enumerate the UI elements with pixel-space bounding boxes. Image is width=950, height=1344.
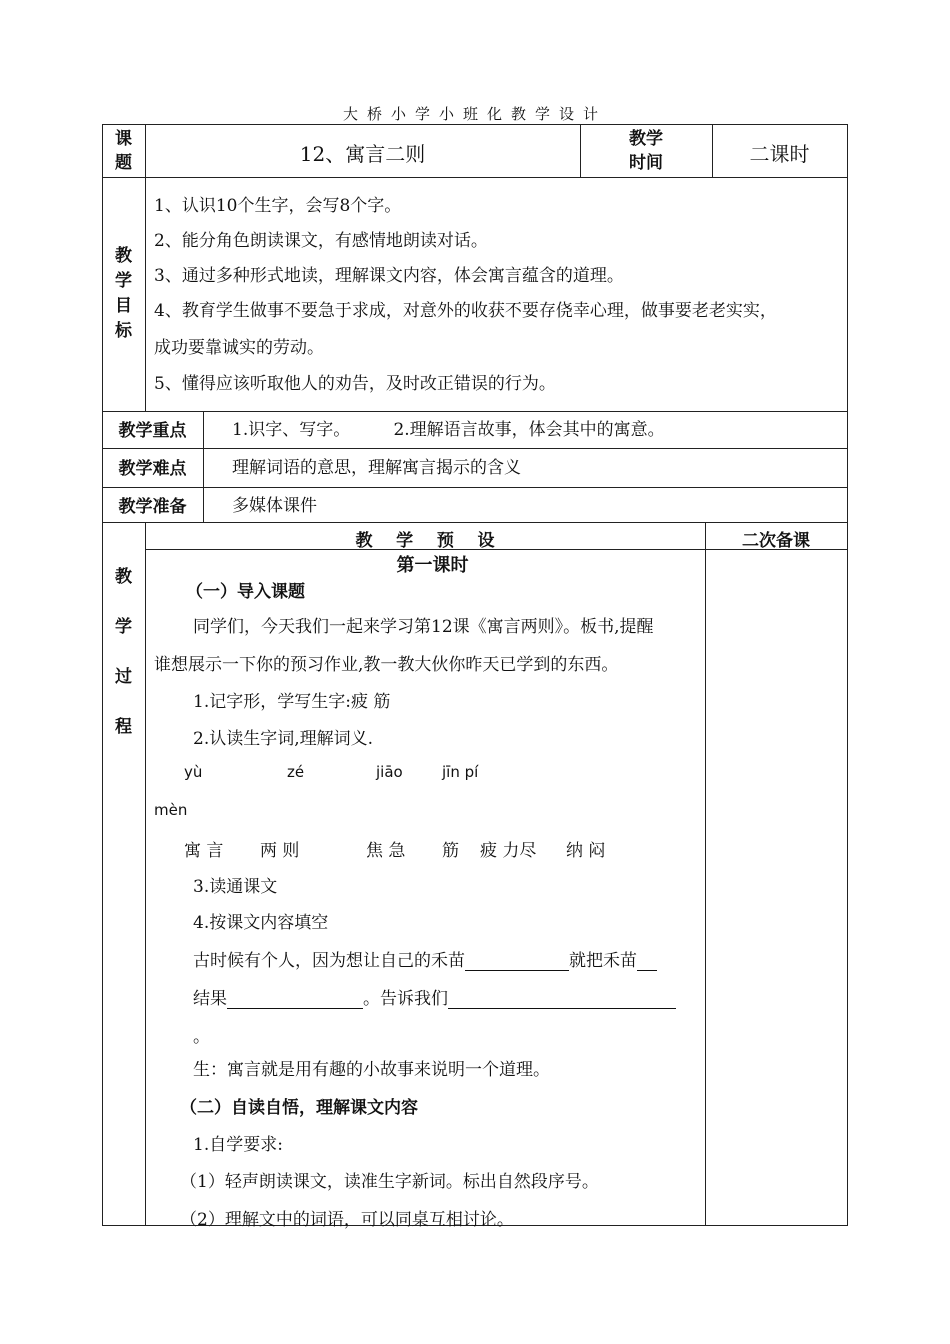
intro-text: 同学们，今天我们一起来学习第12课《寓言两则》。板书,提醒 — [193, 617, 654, 637]
plan-header: 教 学 预 设 — [355, 531, 495, 551]
document-title: 大桥小学小班化教学设计 — [342, 105, 607, 123]
pinyin: yù — [184, 763, 203, 781]
answer-blank — [465, 953, 569, 971]
process-label: 教 学 过 程 — [115, 567, 132, 737]
vocab-word: 纳 闷 — [566, 841, 606, 861]
vocab-word: 疲 力尽 — [480, 841, 537, 861]
vocab-word: 两 则 — [260, 841, 300, 861]
subject-value: 12、寓言二则 — [299, 142, 426, 166]
step-text: 3.读通课文 — [193, 877, 278, 897]
col-divider-second-prep — [705, 522, 706, 1226]
lesson-title: 第一课时 — [396, 555, 469, 576]
goal-item: 3、通过多种形式地读，理解课文内容，体会寓言蕴含的道理。 — [154, 266, 624, 286]
time-label: 教学 时间 — [629, 129, 663, 173]
subject-label: 课 题 — [115, 129, 132, 173]
section-heading: （二）自读自悟，理解课文内容 — [180, 1098, 418, 1118]
vocab-word: 筋 — [442, 841, 459, 861]
row-divider-preparation — [102, 487, 848, 488]
fill-in-end: 。 — [193, 1027, 210, 1047]
requirement-item: （2）理解文中的词语，可以同桌互相讨论。 — [180, 1210, 514, 1230]
step-text: 4.按课文内容填空 — [193, 913, 329, 933]
section-heading: （一）导入课题 — [186, 582, 305, 602]
vocab-word: 焦 急 — [366, 841, 406, 861]
row-divider-keypoints — [102, 411, 848, 412]
fill-in-line: 古时候有个人，因为想让自己的禾苗 就把禾苗 — [193, 946, 657, 971]
answer-blank — [227, 991, 363, 1009]
preparation-label: 教学准备 — [118, 497, 187, 517]
goal-item: 5、懂得应该听取他人的劝告，及时改正错误的行为。 — [154, 374, 556, 394]
pinyin: mèn — [154, 801, 188, 819]
row-divider-plan — [102, 522, 848, 523]
goal-item: 1、认识10个生字，会写8个字。 — [154, 196, 402, 216]
intro-text: 谁想展示一下你的预习作业,教一教大伙你昨天已学到的东西。 — [154, 655, 619, 675]
step-text: 1.记字形，学写生字:疲 筋 — [193, 692, 391, 712]
fill-in-line: 结果 。告诉我们 — [193, 984, 676, 1009]
preparation-value: 多媒体课件 — [232, 496, 317, 516]
time-value: 二课时 — [749, 142, 810, 166]
goal-item: 2、能分角色朗读课文，有感情地朗读对话。 — [154, 231, 488, 251]
pinyin: zé — [287, 763, 305, 781]
key-points-value: 1.识字、写字。 2.理解语言故事，体会其中的寓意。 — [232, 420, 665, 440]
requirement-title: 1.自学要求: — [193, 1135, 283, 1155]
table-border-top — [102, 124, 848, 125]
col-divider-mid-rows — [203, 411, 204, 523]
goal-item: 4、教育学生做事不要急于求成，对意外的收获不要存侥幸心理，做事要老老实实， — [154, 301, 777, 321]
answer-blank — [637, 953, 657, 971]
table-border-right — [847, 124, 848, 1226]
second-prep-header: 二次备课 — [742, 531, 810, 551]
requirement-item: （1）轻声朗读课文，读准生字新词。标出自然段序号。 — [180, 1172, 599, 1192]
goal-item: 成功要靠诚实的劳动。 — [154, 338, 324, 358]
pinyin: jiāo — [376, 763, 403, 781]
key-points-label: 教学重点 — [118, 421, 187, 441]
row-divider-goals — [102, 177, 848, 178]
step-text: 2.认读生字词,理解词义. — [193, 729, 374, 749]
pinyin: jīn pí — [442, 763, 479, 781]
student-answer: 生：寓言就是用有趣的小故事来说明一个道理。 — [193, 1060, 550, 1080]
difficulty-label: 教学难点 — [118, 459, 187, 479]
vocab-word: 寓 言 — [184, 841, 224, 861]
goals-label: 教 学 目 标 — [115, 246, 132, 341]
row-divider-difficulty — [102, 448, 848, 449]
col-divider-label-top — [145, 124, 146, 412]
col-divider-label-bottom — [145, 522, 146, 1226]
difficulty-value: 理解词语的意思，理解寓言揭示的含义 — [232, 458, 521, 478]
answer-blank — [448, 991, 676, 1009]
